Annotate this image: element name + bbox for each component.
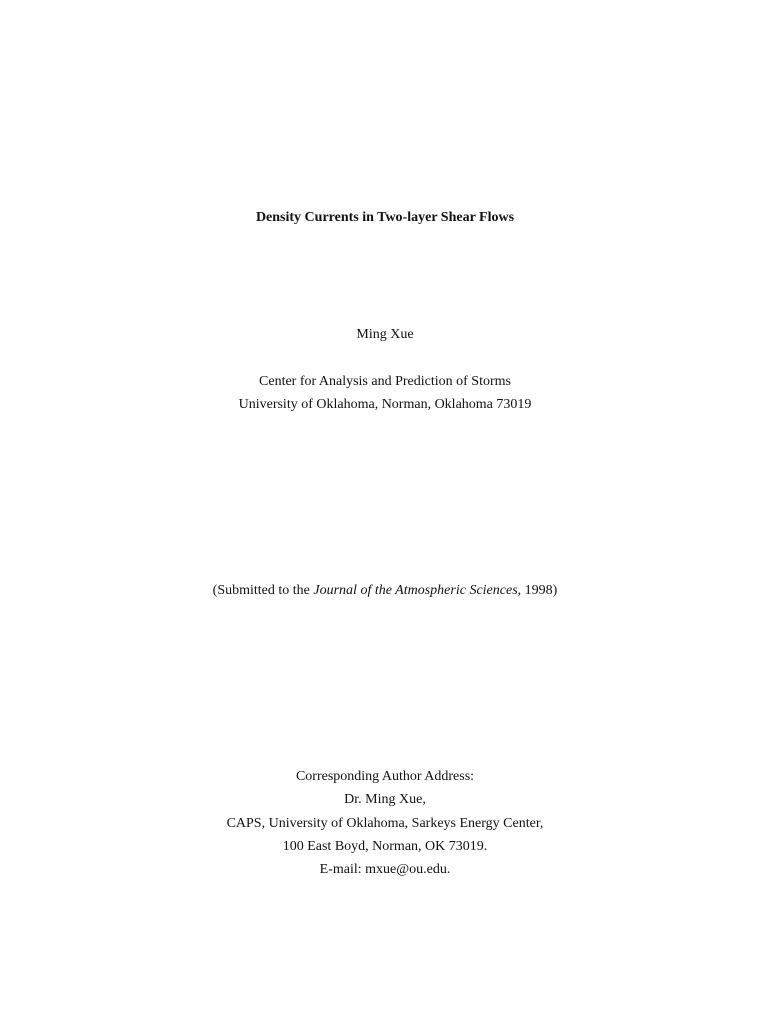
correspondence-institution: CAPS, University of Oklahoma, Sarkeys Energy Center, [226,816,544,831]
journal-name: Journal of the Atmospheric Sciences [313,583,518,598]
submission-note [0,582,770,600]
correspondence-email: E-mail: mxue@ou.edu. [319,862,451,877]
submission-suffix: , 1998) [517,583,558,598]
submission-prefix: (Submitted to the [212,583,314,598]
affiliation-line-2: University of Oklahoma, Norman, Oklahoma 73019 [238,397,532,412]
affiliation-line-1: Center for Analysis and Prediction of Storms [259,374,511,389]
author-name: Ming Xue [356,327,414,342]
correspondence-street: 100 East Boyd, Norman, OK 73019. [282,839,488,854]
correspondence-name: Dr. Ming Xue, [344,792,426,807]
correspondence-heading: Corresponding Author Address: [295,769,475,784]
paper-title: Density Currents in Two-layer Shear Flows [255,210,515,225]
